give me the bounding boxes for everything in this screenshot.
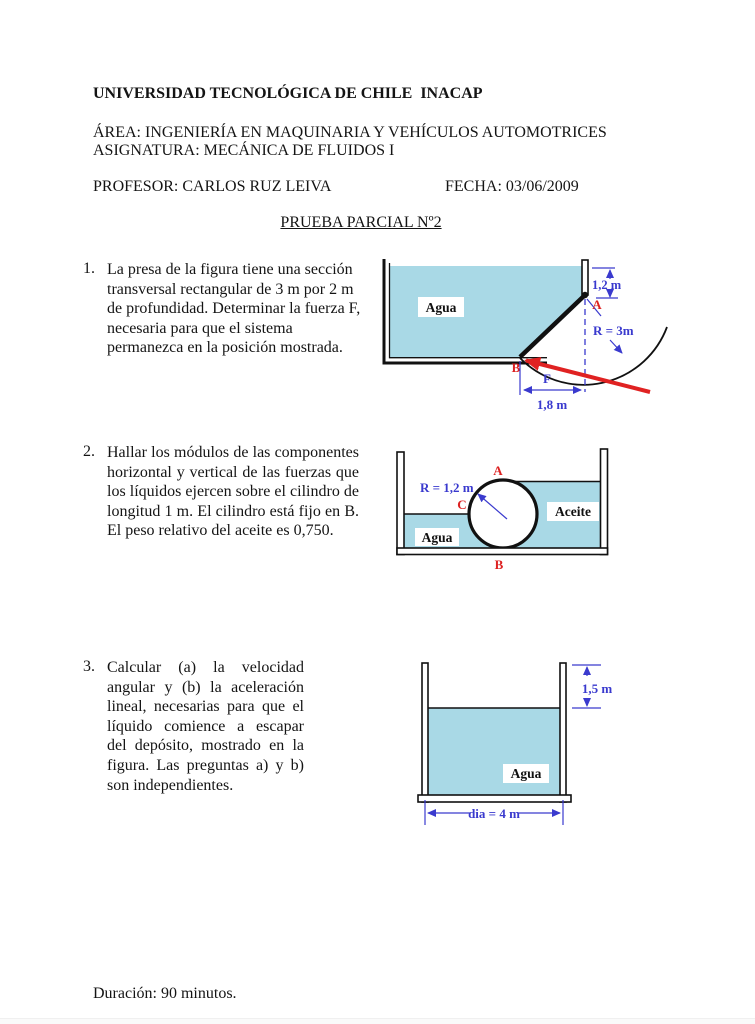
dim-top-label: 1,2 m <box>592 278 622 292</box>
bottom-wall <box>418 795 571 802</box>
left-wall <box>422 663 428 802</box>
left-wall <box>397 452 404 555</box>
cylinder-circle <box>469 480 537 548</box>
area-line: ÁREA: INGENIERÍA EN MAQUINARIA Y VEHÍCULOS AUTOMOTRICES <box>93 124 607 141</box>
point-b-label: B <box>511 360 521 375</box>
dim-height-label: 1,5 m <box>581 681 613 696</box>
problem-3-text: Calcular (a) la velocidad angular y (b) la aceleración lineal, necesarias para que el líquido comience a escapar del depósito, mostrado en la figura. Las preguntas a) y b) son independientes. <box>107 659 304 794</box>
point-c-label: C <box>457 497 467 512</box>
radius-label: R = 1,2 m <box>420 480 474 495</box>
radius-label: R = 3m <box>593 323 634 338</box>
hinge-point <box>582 292 588 298</box>
professor-line: PROFESOR: CARLOS RUZ LEIVA <box>93 178 332 195</box>
problem-1-text: La presa de la figura tiene una sección transversal rectangular de 3 m por 2 m de profundidad. Determinar la fuerza F, necesaria para que el sistema permanezca en la posición mostrada. <box>107 261 369 357</box>
dim-bottom-label: 1,8 m <box>536 397 568 412</box>
point-a-label: A <box>592 297 602 312</box>
date-line: FECHA: 03/06/2009 <box>445 178 579 195</box>
problem-2-number: 2. <box>83 443 95 460</box>
university-title: UNIVERSIDAD TECNOLÓGICA DE CHILE INACAP <box>93 85 483 102</box>
duration-line: Duración: 90 minutos. <box>93 985 237 1002</box>
radius-arrow <box>610 340 622 353</box>
test-title: PRUEBA PARCIAL Nº2 <box>280 214 442 231</box>
force-label: F <box>543 371 551 386</box>
diagram-2-cylinder-tank <box>395 445 625 580</box>
problem-2-text: Hallar los módulos de las componentes horizontal y vertical de las fuerzas que los líquidos ejercen sobre el cilindro de longitud 1 m. El cilindro está fijo en B. El peso relativo del aceite es 0,750. <box>107 444 359 540</box>
water-label: Agua <box>425 300 457 315</box>
subject-line: ASIGNATURA: MECÁNICA DE FLUIDOS I <box>93 142 395 159</box>
point-a-label: A <box>493 463 503 478</box>
oil-label: Aceite <box>555 504 591 519</box>
problem-1-number: 1. <box>83 260 95 277</box>
bottom-wall <box>397 548 608 555</box>
water-label: Agua <box>421 530 453 545</box>
right-wall <box>601 449 608 555</box>
diagram-1-dam-gate <box>380 253 692 425</box>
water-label: Agua <box>510 766 542 781</box>
page-bottom-edge <box>0 1018 755 1024</box>
diagram-3-open-tank <box>415 648 650 836</box>
problem-3-number: 3. <box>83 658 95 675</box>
point-b-label: B <box>494 557 504 572</box>
right-wall <box>560 663 566 802</box>
right-short-wall <box>582 260 588 295</box>
dim-diameter-label: dia = 4 m <box>468 806 520 821</box>
